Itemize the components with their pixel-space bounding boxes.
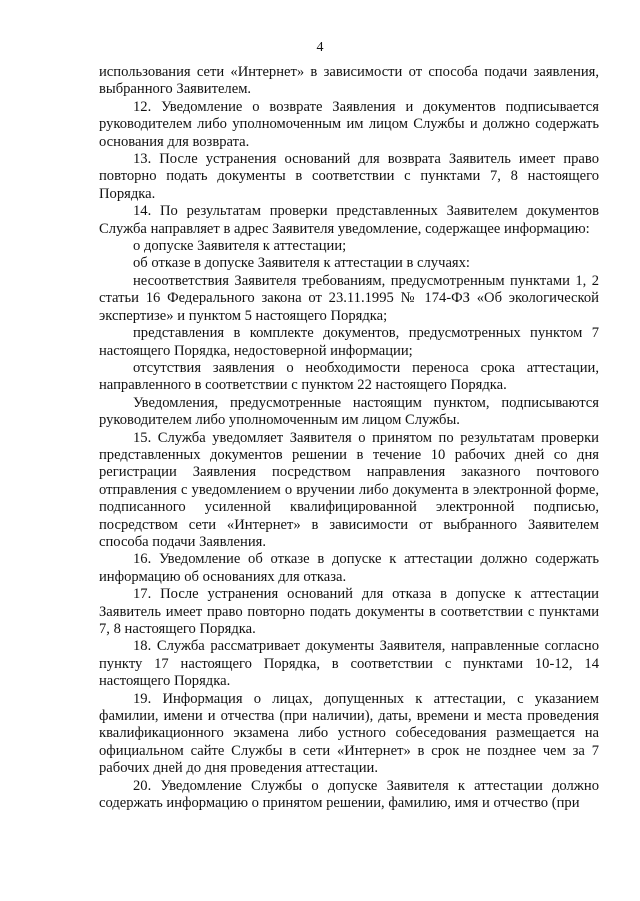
paragraph-16: 16. Уведомление об отказе в допуске к аттестации должно содержать информацию об основаниях для отказа. xyxy=(99,551,599,585)
paragraph-18: 18. Служба рассматривает документы Заявителя, направленные согласно пункту 17 настоящего Порядка, в соответствии с пунктами 10-12, 14 настоящего Порядка. xyxy=(99,638,599,690)
paragraph-14-refusal-reason-1: несоответствия Заявителя требованиям, предусмотренным пунктами 1, 2 статьи 16 Федерального закона от 23.11.1995 № 174-ФЗ «Об экологической экспертизе» и пунктом 5 настоящего Порядка; xyxy=(99,272,599,324)
paragraph-20: 20. Уведомление Службы о допуске Заявителя к аттестации должно содержать информацию о принятом решении, фамилию, имя и отчество (при xyxy=(99,777,599,812)
paragraph-15: 15. Служба уведомляет Заявителя о принятом по результатам проверки представленных документов решении в течение 10 рабочих дней со дня регистрации Заявления посредством направления заказного почтового отправления с уведомлением о вручении либо документа в электронной форме, подписанного усиленной квалифицированной электронной подписью, посредством сети «Интернет» в зависимости от выбранного Заявителем способа подачи Заявления. xyxy=(99,429,599,550)
paragraph-12: 12. Уведомление о возврате Заявления и документов подписывается руководителем либо уполномоченным им лицом Службы и должно содержать основания для возврата. xyxy=(99,98,599,150)
paragraph-14-item-refusal: об отказе в допуске Заявителя к аттестации в случаях: xyxy=(133,255,470,272)
paragraph-14-signing: Уведомления, предусмотренные настоящим пунктом, подписываются руководителем либо уполномоченным им лицом Службы. xyxy=(99,394,599,429)
document-body xyxy=(99,64,599,812)
paragraph-14: 14. По результатам проверки представленных Заявителем документов Служба направляет в адрес Заявителя уведомление, содержащее информацию: xyxy=(99,203,599,237)
page-number: 4 xyxy=(316,40,324,55)
paragraph-14-refusal-reason-2: представления в комплекте документов, предусмотренных пунктом 7 настоящего Порядка, недостоверной информации; xyxy=(99,325,599,359)
paragraph-17: 17. После устранения оснований для отказа в допуске к аттестации Заявитель имеет право повторно подать документы в соответствии с пунктами 7, 8 настоящего Порядка. xyxy=(99,586,599,637)
paragraph-13: 13. После устранения оснований для возврата Заявитель имеет право повторно подать документы в соответствии с пунктами 7, 8 настоящего Порядка. xyxy=(99,151,599,202)
paragraph-19: 19. Информация о лицах, допущенных к аттестации, с указанием фамилии, имени и отчества (при наличии), даты, времени и места проведения квалификационного экзамена либо устного собеседования размещается на официальном сайте Службы в сети «Интернет» в срок не позднее чем за 7 рабочих дней до дня проведения аттестации. xyxy=(99,690,599,777)
paragraph-14-item-admission: о допуске Заявителя к аттестации; xyxy=(133,238,347,255)
paragraph-continuation: использования сети «Интернет» в зависимости от способа подачи заявления, выбранного Заявителем. xyxy=(99,64,599,98)
paragraph-14-refusal-reason-3: отсутствия заявления о необходимости переноса срока аттестации, направленного в соответствии с пунктом 22 настоящего Порядка. xyxy=(99,359,599,394)
